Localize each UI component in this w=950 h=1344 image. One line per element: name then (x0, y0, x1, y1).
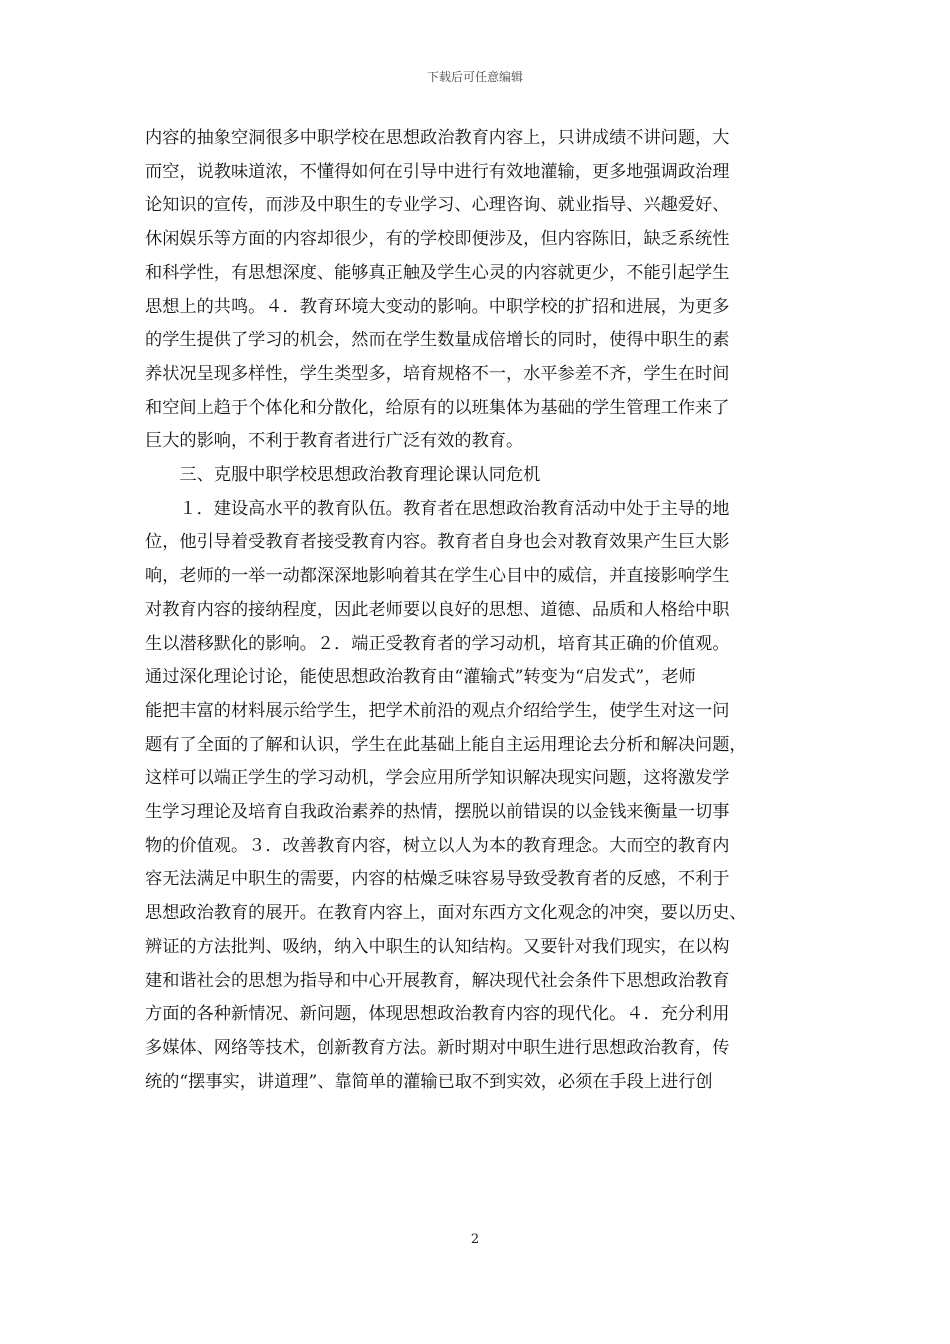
text-line: 生以潜移默化的影响。２．端正受教育者的学习动机，培育其正确的价值观。 (145, 633, 730, 654)
text-line: 养状况呈现多样性，学生类型多，培育规格不一，水平参差不齐，学生在时间 (145, 363, 730, 384)
page-header: 下载后可任意编辑 (426, 70, 523, 84)
text-line: 内容的抽象空洞很多中职学校在思想政治教育内容上，只讲成绩不讲问题，大 (145, 128, 730, 148)
text-line: 题有了全面的了解和认识，学生在此基础上能自主运用理论去分析和解决问题， (145, 734, 747, 755)
text-line: 通过深化理论讨论，能使思想政治教育由“灌输式”转变为“启发式”，老师 (145, 667, 696, 688)
text-line: 和科学性，有思想深度、能够真正触及学生心灵的内容就更少，不能引起学生 (145, 262, 730, 283)
text-line: 休闲娱乐等方面的内容却很少，有的学校即便涉及，但内容陈旧，缺乏系统性 (145, 229, 730, 250)
text-line: １．建设高水平的教育队伍。教育者在思想政治教育活动中处于主导的地 (145, 498, 730, 519)
text-line: 而空，说教味道浓，不懂得如何在引导中进行有效地灌输，更多地强调政治理 (145, 161, 730, 182)
text-line: 思想政治教育的展开。在教育内容上，面对东西方文化观念的冲突，要以历史、 (145, 903, 747, 924)
text-line: 的学生提供了学习的机会，然而在学生数量成倍增长的同时，使得中职生的素 (145, 330, 730, 351)
text-line: 位，他引导着受教育者接受教育内容。教育者自身也会对教育效果产生巨大影 (145, 532, 730, 553)
text-line: 生学习理论及培育自我政治素养的热情，摆脱以前错误的以金钱来衡量一切事 (145, 802, 730, 823)
text-line: 论知识的宣传，而涉及中职生的专业学习、心理咨询、就业指导、兴趣爱好、 (145, 195, 730, 216)
text-line: 多媒体、网络等技术，创新教育方法。新时期对中职生进行思想政治教育，传 (145, 1037, 730, 1058)
text-line: 容无法满足中职生的需要，内容的枯燥乏味容易导致受教育者的反感，不利于 (145, 869, 730, 890)
text-line: 方面的各种新情况、新问题，体现思想政治教育内容的现代化。４．充分利用 (145, 1004, 730, 1025)
text-line: 这样可以端正学生的学习动机，学会应用所学知识解决现实问题，这将激发学 (145, 768, 730, 789)
text-line: 对教育内容的接纳程度，因此老师要以良好的思想、道德、品质和人格给中职 (145, 599, 730, 620)
section-heading: 三、克服中职学校思想政治教育理论课认同危机 (145, 465, 541, 486)
text-line: 统的“摆事实，讲道理”、靠简单的灌输已取不到实效，必须在手段上进行创 (145, 1071, 713, 1092)
text-line: 和空间上趋于个体化和分散化，给原有的以班集体为基础的学生管理工作来了 (145, 397, 730, 418)
text-line: 物的价值观。３．改善教育内容，树立以人为本的教育理念。大而空的教育内 (145, 835, 730, 856)
text-line: 建和谐社会的思想为指导和中心开展教育，解决现代社会条件下思想政治教育 (145, 970, 730, 991)
text-line: 巨大的影响，不利于教育者进行广泛有效的教育。 (145, 431, 524, 452)
text-line: 能把丰富的材料展示给学生，把学术前沿的观点介绍给学生，使学生对这一问 (145, 700, 730, 721)
document-body (145, 122, 811, 1099)
page-number: 2 (470, 1232, 480, 1247)
text-line: 思想上的共鸣。４．教育环境大变动的影响。中职学校的扩招和进展，为更多 (145, 296, 730, 317)
text-line: 响，老师的一举一动都深深地影响着其在学生心目中的威信，并直接影响学生 (145, 566, 730, 587)
text-line: 辨证的方法批判、吸纳，纳入中职生的认知结构。又要针对我们现实，在以构 (145, 936, 730, 957)
